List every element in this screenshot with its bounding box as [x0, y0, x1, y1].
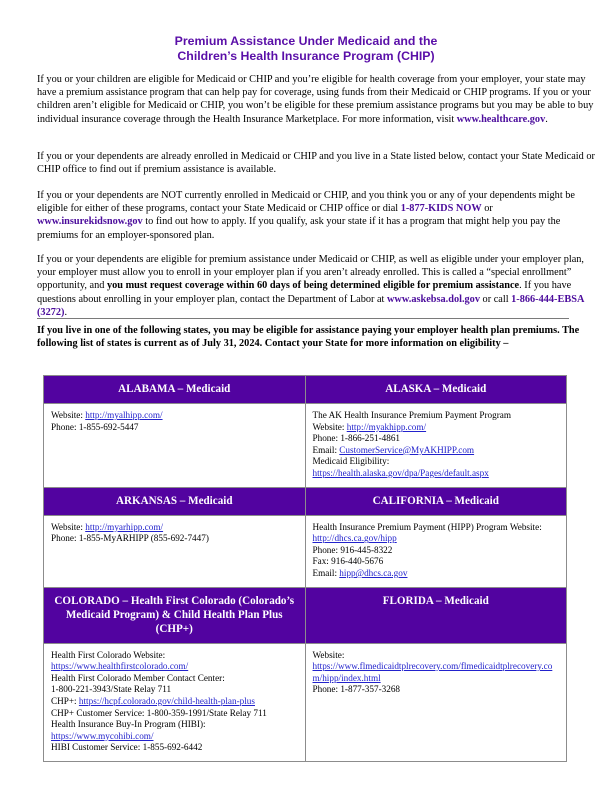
askebsa-link[interactable]: www.askebsa.dol.gov — [387, 293, 480, 305]
state-header-colorado: COLORADO – Health First Colorado (Colorado’s Medicaid Program) & Child Health Plan Plus (CHP+) — [44, 587, 306, 643]
state-cell-florida — [305, 643, 567, 761]
california-phone: Phone: 916-445-8322 — [312, 544, 393, 555]
colorado-hibi-link[interactable]: https://www.mycohibi.com/ — [51, 730, 154, 741]
alaska-eligibility-label: Medicaid Eligibility: — [312, 456, 390, 467]
florida-website-link[interactable]: https://www.flmedicaidtplrecovery.com/flmedicaidtplrecovery.com/hipp/index.html — [312, 661, 553, 683]
colorado-chp-service: CHP+ Customer Service: 1-800-359-1991/State Relay 711 — [51, 707, 267, 718]
state-header-alabama: ALABAMA – Medicaid — [44, 376, 306, 404]
state-list-intro: If you live in one of the following states, you may be eligible for assistance paying your employer health plan premiums. The following list of states is current as of July 31, 2024. Contact your State for more information on eligibility – — [37, 325, 580, 350]
state-header-arkansas: ARKANSAS – Medicaid — [44, 487, 306, 515]
alaska-email-link[interactable]: CustomerService@MyAKHIPP.com — [339, 444, 475, 455]
colorado-hibi-service: HIBI Customer Service: 1-855-692-6442 — [51, 742, 203, 753]
state-cell-alabama: Website: http://myalhipp.com/ Phone: 1-855-692-5447 — [44, 404, 306, 488]
alaska-phone: Phone: 1-866-251-4861 — [312, 433, 401, 444]
colorado-hibi-label: Health Insurance Buy-In Program (HIBI): — [51, 719, 206, 730]
ebsa-phone: 1-866-444-EBSA (3272) — [37, 293, 584, 318]
alaska-website-link[interactable]: http://myakhipp.com/ — [346, 421, 427, 432]
california-fax: Fax: 916-440-5676 — [312, 556, 384, 567]
california-program: Health Insurance Premium Payment (HIPP) Program Website: — [312, 521, 542, 532]
arkansas-website-link[interactable]: http://myarhipp.com/ — [85, 521, 164, 532]
colorado-website-link[interactable]: https://www.healthfirstcolorado.com/ — [51, 661, 189, 672]
not-enrolled-paragraph: If you or your dependents are NOT currently enrolled in Medicaid or CHIP, and you think you or any of your dependents might be eligible for either of these programs, contact your State Medicaid or CHIP office or dial 1-877-KIDS NOW or www.insurekidsnow.gov to find out how to apply. If you qualify, ask your state if it has a program that might help you pay the premiums for an employer-sponsored plan. — [37, 190, 575, 241]
enrolled-paragraph: If you or your dependents are already enrolled in Medicaid or CHIP and you live in a State listed below, contact your State Medicaid or CHIP office to find out if premium assistance is available. — [37, 151, 595, 176]
state-cell-california: Health Insurance Premium Payment (HIPP) Program Website: http://dhcs.ca.gov/hipp Phone: 916-445-8322 Fax: 916-440-5676 Email: hipp@dhcs.ca.gov — [305, 515, 567, 587]
state-cell-arkansas: Website: http://myarhipp.com/ Phone: 1-855-MyARHIPP (855-692-7447) — [44, 515, 306, 587]
healthcare-gov-link[interactable]: www.healthcare.gov — [456, 113, 546, 125]
alaska-eligibility-link[interactable]: https://health.alaska.gov/dpa/Pages/default.aspx — [312, 467, 489, 478]
title-line-1: Premium Assistance Under Medicaid and the — [174, 34, 438, 48]
california-website-link[interactable]: http://dhcs.ca.gov/hipp — [312, 533, 397, 544]
page-title — [0, 34, 612, 64]
divider — [37, 318, 569, 319]
kids-now-phone: 1-877-KIDS NOW — [400, 203, 482, 215]
intro-paragraph: If you or your children are eligible for Medicaid or CHIP and you’re eligible for health coverage from your employer, your state may have a premium assistance program that can help pay for coverage, using funds from their Medicaid or CHIP programs. If you or your children aren’t eligible for Medicaid or CHIP, you won’t be eligible for these premium assistance programs but you may be able to buy individual insurance coverage through the Health Insurance Marketplace. For more information, visit www.healthcare.gov. — [37, 74, 594, 125]
state-cell-alaska: The AK Health Insurance Premium Payment Program Website: http://myakhipp.com/ Phone: 1-866-251-4861 Email: CustomerService@MyAKHIPP.com Medicaid Eligibility: https://health.alaska.gov/dpa/Pages/default.aspx — [305, 404, 567, 488]
colorado-contact-label: Health First Colorado Member Contact Center: — [51, 672, 225, 683]
colorado-contact: 1-800-221-3943/State Relay 711 — [51, 684, 172, 695]
state-header-california: CALIFORNIA – Medicaid — [305, 487, 567, 515]
florida-website-label: Website: — [312, 649, 345, 660]
special-enrollment-paragraph: If you or your dependents are eligible for premium assistance under Medicaid or CHIP, as well as eligible under your employer plan, your employer must allow you to enroll in your employer plan if you aren’t already enrolled. This is called a “special enrollment” opportunity, and you must request coverage within 60 days of being determined eligible for premium assistance. If you have questions about enrolling in your employer plan, contact the Department of Labor at www.askebsa.dol.gov or call 1-866-444-EBSA (3272). — [37, 254, 585, 318]
deadline-notice: you must request coverage within 60 days of being determined eligible for premium assistance — [106, 280, 520, 292]
colorado-website-label: Health First Colorado Website: — [51, 649, 166, 660]
state-header-florida: FLORIDA – Medicaid — [305, 587, 567, 643]
alaska-program: The AK Health Insurance Premium Payment Program — [312, 410, 512, 420]
title-line-2: Children’s Health Insurance Program (CHIP) — [177, 49, 435, 63]
florida-phone: Phone: 1-877-357-3268 — [312, 684, 401, 695]
state-header-alaska: ALASKA – Medicaid — [305, 376, 567, 404]
alabama-website-link[interactable]: http://myalhipp.com/ — [85, 410, 163, 420]
arkansas-phone: Phone: 1-855-MyARHIPP (855-692-7447) — [51, 533, 209, 544]
alabama-phone: Phone: 1-855-692-5447 — [51, 421, 139, 432]
colorado-chp-link[interactable]: https://hcpf.colorado.gov/child-health-plan-plus — [78, 695, 255, 706]
state-cell-colorado: Health First Colorado Website: https://www.healthfirstcolorado.com/ Health First Colorado Member Contact Center: 1-800-221-3943/State Relay 711 CHP+: https://hcpf.colorado.gov/child-health-plan-plus CHP+ Customer Service: 1-800-359-1991/State Relay 711 Health Insurance Buy-In Program (HIBI): https://www.mycohibi.com/ HIBI Customer Service: 1-855-692-6442 — [44, 643, 306, 761]
california-email-link[interactable]: hipp@dhcs.ca.gov — [339, 567, 408, 578]
states-table — [43, 375, 567, 762]
insurekidsnow-link[interactable]: www.insurekidsnow.gov — [37, 216, 143, 228]
